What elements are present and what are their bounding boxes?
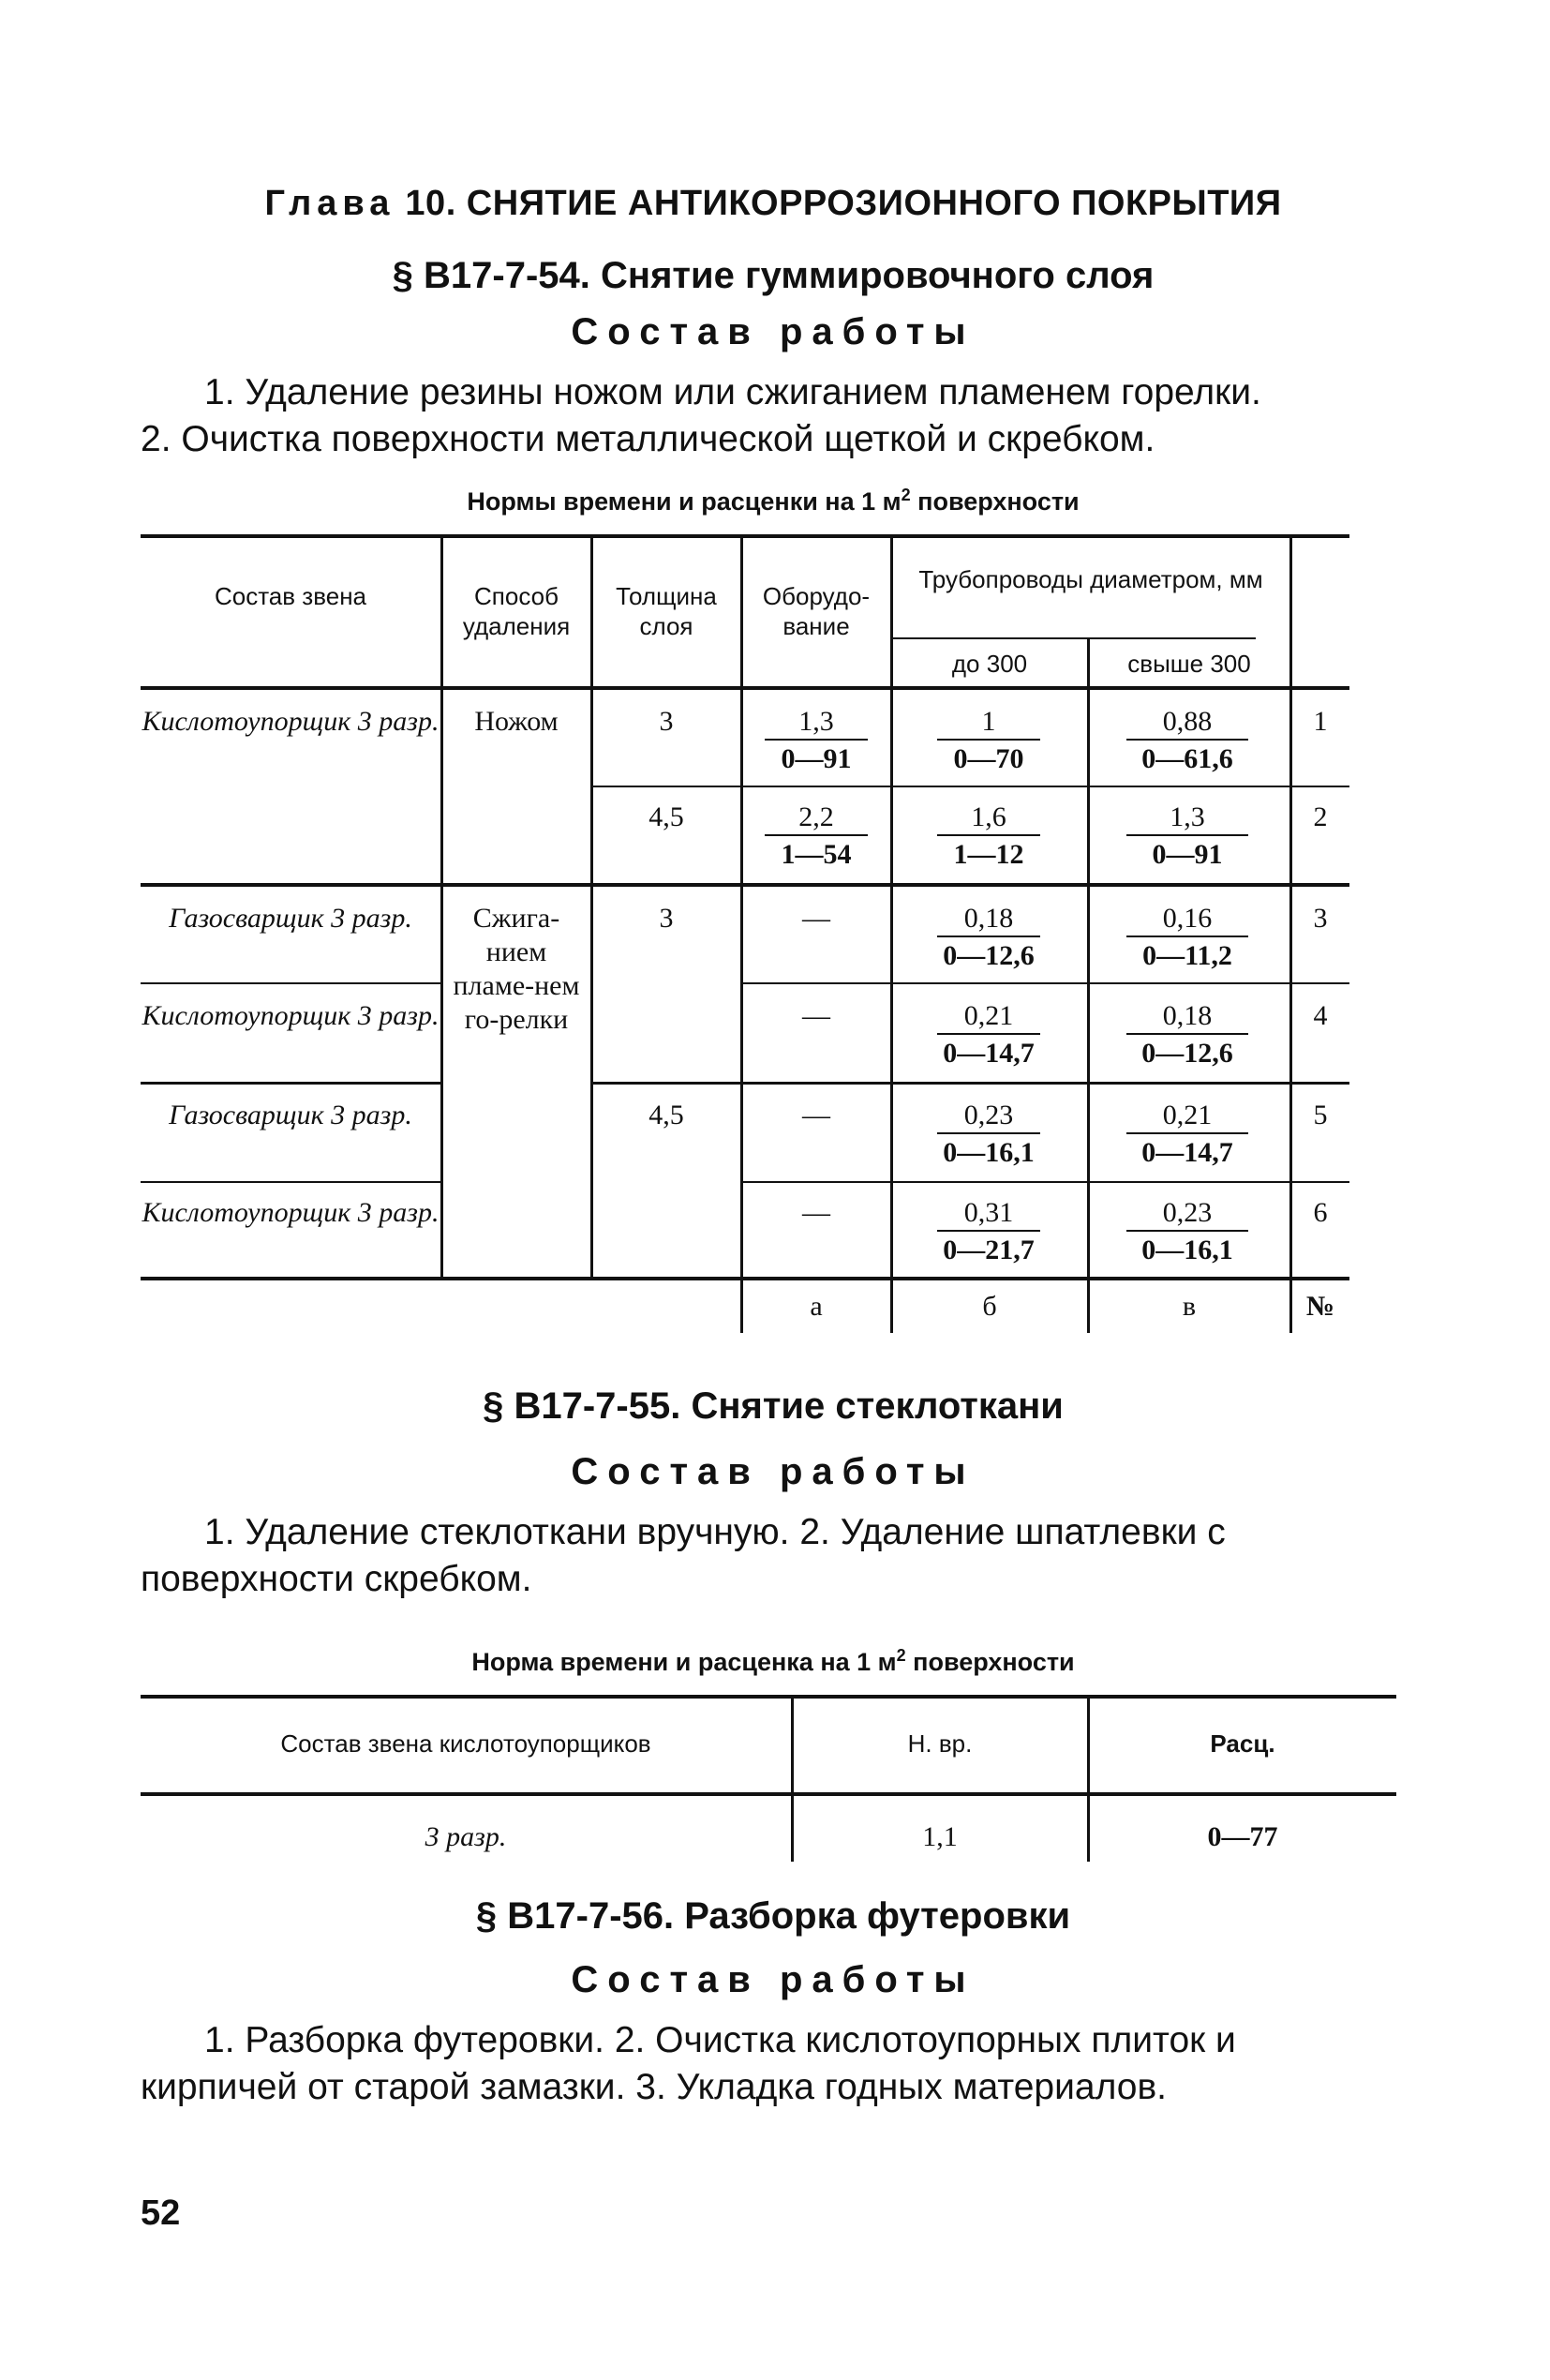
- table-rule: [141, 534, 1349, 538]
- header-crew: Состав звена: [214, 582, 367, 610]
- cell-equipment: —: [802, 1197, 830, 1228]
- work-paragraph-line: 1. Разборка футеровки. 2. Очистка кислотоупорных плиток и: [204, 2020, 1236, 2060]
- table-rule: [740, 1181, 1349, 1183]
- cell-row-number: 4: [1313, 1000, 1328, 1031]
- footer-label-c: в: [1182, 1291, 1197, 1322]
- rate-value: 1—12: [953, 839, 1024, 870]
- work-heading-54: Состав работы: [571, 311, 976, 352]
- header-norm: Н. вр.: [907, 1729, 973, 1758]
- section-title-54: § В17-7-54. Снятие гуммировочного слоя: [392, 255, 1155, 296]
- table-col-rule: [440, 534, 443, 1279]
- norm-value: 0,21: [937, 999, 1040, 1035]
- table-rule: [141, 883, 1349, 887]
- norm-value: 0,21: [1126, 1099, 1248, 1134]
- norm-value: 0,23: [937, 1099, 1040, 1134]
- cell-over-300: [1117, 1196, 1258, 1269]
- work-paragraph-line: 1. Удаление стеклоткани вручную. 2. Удаление шпатлевки с: [204, 1512, 1226, 1552]
- header-over-300: свыше 300: [1127, 650, 1251, 678]
- header-method: Способ удаления: [462, 582, 571, 640]
- norm-value: 1,3: [765, 705, 868, 741]
- cell-over-300: [1117, 999, 1258, 1072]
- table-rule: [590, 1082, 1349, 1085]
- norm-value: 1: [937, 705, 1040, 741]
- cell-equipment: —: [802, 1100, 830, 1130]
- header-equipment: Оборудо-вание: [762, 582, 871, 640]
- cell-method: Сжига-нием пламе-нем го-релки: [453, 903, 580, 1035]
- caption-tail: поверхности: [910, 487, 1080, 516]
- rate-value: 1—54: [781, 839, 852, 870]
- work-paragraph-56: [141, 2017, 1396, 2111]
- cell-row-number: 6: [1313, 1197, 1328, 1228]
- cell-crew: Кислотоупорщик 3 разр.: [142, 1000, 440, 1031]
- work-paragraph-line: кирпичей от старой замазки. 3. Укладка годных материалов.: [141, 2067, 1168, 2107]
- rate-value: 0—12,6: [1141, 1038, 1233, 1069]
- section-title-56: § В17-7-56. Разборка футеровки: [475, 1895, 1071, 1937]
- header-up-to-300: до 300: [951, 650, 1028, 678]
- cell-thickness: 4,5: [648, 1100, 684, 1130]
- work-paragraph-line: поверхности скребком.: [141, 1559, 532, 1599]
- cell-thickness: 3: [659, 706, 674, 737]
- caption-sup: 2: [901, 486, 911, 504]
- norms-table-54: [141, 534, 1349, 1340]
- table-rule: [141, 686, 1349, 690]
- footer-label-number: №: [1305, 1291, 1335, 1322]
- norm-value: 0,23: [1126, 1196, 1248, 1232]
- norm-value: 0,18: [937, 902, 1040, 937]
- table-rule: [141, 1695, 1396, 1699]
- work-heading-56: Состав работы: [571, 1959, 976, 2000]
- rate-value: 0—70: [953, 743, 1024, 774]
- norm-value: 0,18: [1126, 999, 1248, 1035]
- cell-crew: Газосварщик 3 разр.: [169, 903, 412, 934]
- cell-equipment: [755, 801, 877, 874]
- table-col-rule: [1087, 637, 1090, 1333]
- table-rule: [141, 982, 440, 984]
- cell-over-300: [1117, 1099, 1258, 1172]
- cell-up-to-300: [928, 1196, 1050, 1269]
- rate-value: 0—14,7: [943, 1038, 1035, 1069]
- caption-tail: поверхности: [905, 1648, 1075, 1676]
- cell-equipment: —: [802, 903, 830, 934]
- header-thickness: Толщина слоя: [616, 582, 717, 640]
- rate-value: 0—91: [781, 743, 852, 774]
- table-rule: [141, 1082, 440, 1085]
- norm-value: 1,6: [937, 801, 1040, 836]
- cell-equipment: [755, 705, 877, 778]
- cell-rate: 0—77: [1207, 1821, 1278, 1852]
- table-rule: [890, 637, 1256, 639]
- work-heading-55: Состав работы: [571, 1451, 976, 1492]
- cell-equipment: —: [802, 1000, 830, 1031]
- header-rate: Расц.: [1210, 1729, 1275, 1758]
- rate-value: 0—16,1: [1141, 1235, 1233, 1265]
- cell-up-to-300: [928, 902, 1050, 975]
- norm-value: 0,16: [1126, 902, 1248, 937]
- cell-norm: 1,1: [922, 1821, 958, 1852]
- cell-crew: Кислотоупорщик 3 разр.: [142, 706, 440, 737]
- cell-crew: Газосварщик 3 разр.: [169, 1100, 412, 1130]
- cell-row-number: 2: [1313, 801, 1328, 832]
- cell-thickness: 4,5: [648, 801, 684, 832]
- header-pipes: Трубопроводы диаметром, мм: [918, 565, 1263, 593]
- table-rule: [141, 1277, 1349, 1280]
- table-rule: [141, 1181, 440, 1183]
- caption-text: Норма времени и расценка на 1 м: [471, 1648, 897, 1676]
- norm-value: 2,2: [765, 801, 868, 836]
- rate-value: 0—11,2: [1142, 940, 1232, 971]
- chapter-heading: [141, 184, 1406, 224]
- cell-up-to-300: [928, 801, 1050, 874]
- cell-up-to-300: [928, 1099, 1050, 1172]
- norm-value: 0,88: [1126, 705, 1248, 741]
- table-caption-55: [141, 1646, 1406, 1677]
- table-rule: [141, 1792, 1396, 1796]
- chapter-prefix: Глава: [264, 184, 395, 223]
- cell-row-number: 3: [1313, 903, 1328, 934]
- work-paragraph-line: 1. Удаление резины ножом или сжиганием пламенем горелки.: [204, 372, 1261, 412]
- rate-value: 0—16,1: [943, 1137, 1035, 1168]
- work-paragraph-54: [141, 369, 1396, 463]
- cell-over-300: [1117, 705, 1258, 778]
- cell-crew: Кислотоупорщик 3 разр.: [142, 1197, 440, 1228]
- page-number: 52: [141, 2193, 181, 2233]
- cell-thickness: 3: [659, 903, 674, 934]
- section-title-55: § В17-7-55. Снятие стеклоткани: [483, 1385, 1064, 1427]
- caption-text: Нормы времени и расценки на 1 м: [467, 487, 902, 516]
- cell-over-300: [1117, 801, 1258, 874]
- norm-value: 0,31: [937, 1196, 1040, 1232]
- work-paragraph-line: 2. Очистка поверхности металлической щеткой и скребком.: [141, 419, 1155, 459]
- work-paragraph-55: [141, 1509, 1396, 1603]
- table-rule: [590, 786, 1349, 787]
- rate-value: 0—14,7: [1141, 1137, 1233, 1168]
- cell-up-to-300: [928, 705, 1050, 778]
- footer-label-b: б: [982, 1291, 997, 1322]
- cell-over-300: [1117, 902, 1258, 975]
- rate-value: 0—12,6: [943, 940, 1035, 971]
- rate-value: 0—21,7: [943, 1235, 1035, 1265]
- rate-value: 0—91: [1152, 839, 1223, 870]
- cell-crew: 3 разр.: [425, 1821, 507, 1852]
- rate-value: 0—61,6: [1141, 743, 1233, 774]
- norms-table-55: [141, 1695, 1396, 1864]
- cell-row-number: 5: [1313, 1100, 1328, 1130]
- cell-row-number: 1: [1313, 706, 1328, 737]
- header-crew: Состав звена кислотоупорщиков: [280, 1729, 651, 1758]
- caption-sup: 2: [896, 1646, 906, 1665]
- footer-label-a: а: [810, 1291, 823, 1322]
- cell-up-to-300: [928, 999, 1050, 1072]
- table-caption-54: [141, 486, 1406, 516]
- cell-method: Ножом: [474, 706, 559, 737]
- chapter-title: 10. СНЯТИЕ АНТИКОРРОЗИОННОГО ПОКРЫТИЯ: [405, 184, 1282, 223]
- norm-value: 1,3: [1126, 801, 1248, 836]
- table-rule: [740, 982, 1349, 984]
